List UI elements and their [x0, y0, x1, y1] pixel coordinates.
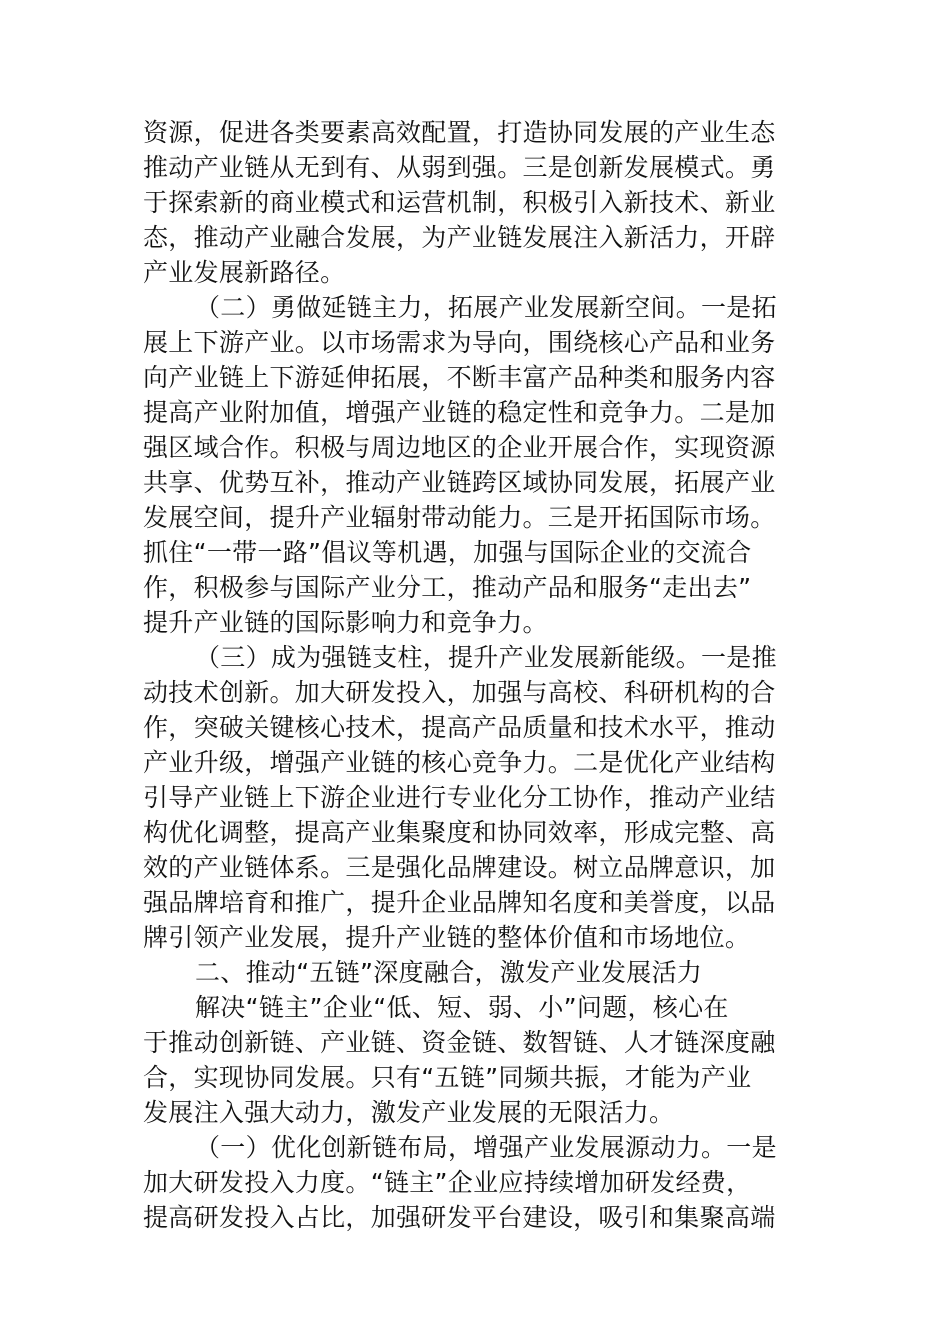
text-line: 产业发展新路径。 [143, 258, 346, 287]
text-line: 构优化调整，提高产业集聚度和协同效率，形成完整、高 [143, 818, 776, 847]
paragraph-first-line: （三）成为强链支柱，提升产业发展新能级。一是推 [195, 643, 777, 672]
text-line: 引导产业链上下游企业进行专业化分工协作，推动产业结 [143, 783, 776, 812]
paragraph-first-line: （一）优化创新链布局，增强产业发展源动力。一是 [195, 1133, 777, 1162]
text-line: 展上下游产业。以市场需求为导向，围绕核心产品和业务 [143, 328, 776, 357]
text-line: 资源，促进各类要素高效配置，打造协同发展的产业生态 [143, 118, 776, 147]
text-line: 提高产业附加值，增强产业链的稳定性和竞争力。二是加 [143, 398, 776, 427]
text-line: 发展注入强大动力，激发产业发展的无限活力。 [143, 1098, 675, 1127]
text-line: 态，推动产业融合发展，为产业链发展注入新活力，开辟 [143, 223, 776, 252]
section-heading: 二、推动“五链”深度融合，激发产业发展活力 [195, 958, 703, 987]
document-body [143, 115, 811, 1235]
text-line: 于探索新的商业模式和运营机制，积极引入新技术、新业 [143, 188, 776, 217]
text-line: 牌引领产业发展，提升产业链的整体价值和市场地位。 [143, 923, 751, 952]
text-line: 作，突破关键核心技术，提高产品质量和技术水平，推动 [143, 713, 776, 742]
text-line: 效的产业链体系。三是强化品牌建设。树立品牌意识，加 [143, 853, 776, 882]
text-line: 强区域合作。积极与周边地区的企业开展合作，实现资源 [143, 433, 776, 462]
text-line: 抓住“一带一路”倡议等机遇，加强与国际企业的交流合 [143, 538, 752, 567]
text-line: 向产业链上下游延伸拓展，不断丰富产品种类和服务内容 [143, 363, 776, 392]
text-line: 共享、优势互补，推动产业链跨区域协同发展，拓展产业 [143, 468, 776, 497]
text-line: 提升产业链的国际影响力和竞争力。 [143, 608, 548, 637]
text-line: 发展空间，提升产业辐射带动能力。三是开拓国际市场。 [143, 503, 776, 532]
text-line: 推动产业链从无到有、从弱到强。三是创新发展模式。勇 [143, 153, 776, 182]
text-line: 动技术创新。加大研发投入，加强与高校、科研机构的合 [143, 678, 776, 707]
text-line: 提高研发投入占比，加强研发平台建设，吸引和集聚高端 [143, 1203, 776, 1232]
text-line: 作，积极参与国际产业分工，推动产品和服务“走出去” [143, 573, 752, 602]
text-line: 合，实现协同发展。只有“五链”同频共振，才能为产业 [143, 1063, 752, 1092]
text-line: 强品牌培育和推广，提升企业品牌知名度和美誉度，以品 [143, 888, 776, 917]
text-line: 加大研发投入力度。“链主”企业应持续增加研发经费， [143, 1168, 752, 1197]
paragraph-first-line: 解决“链主”企业“低、短、弱、小”问题，核心在 [195, 993, 729, 1022]
text-line: 产业升级，增强产业链的核心竞争力。二是优化产业结构 [143, 748, 776, 777]
paragraph-first-line: （二）勇做延链主力，拓展产业发展新空间。一是拓 [195, 293, 777, 322]
text-line: 于推动创新链、产业链、资金链、数智链、人才链深度融 [143, 1028, 776, 1057]
